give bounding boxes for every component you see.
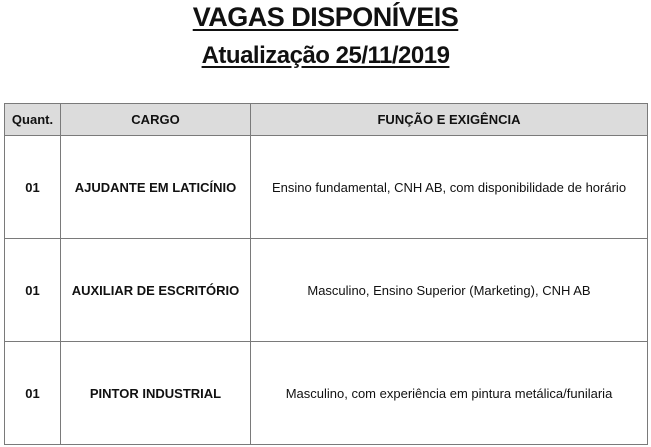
column-header-quant: Quant.	[5, 104, 61, 136]
quant-cell: 01	[5, 136, 61, 239]
funcao-cell: Masculino, Ensino Superior (Marketing), CNH AB	[251, 239, 648, 342]
table-row	[5, 239, 648, 342]
quant-cell: 01	[5, 239, 61, 342]
update-date: Atualização 25/11/2019	[201, 42, 450, 69]
table-row	[5, 136, 648, 239]
cargo-cell: AJUDANTE EM LATICÍNIO	[61, 136, 251, 239]
table-header-row	[5, 104, 648, 136]
column-header-cargo: CARGO	[61, 104, 251, 136]
table-row	[5, 342, 648, 445]
quant-cell: 01	[5, 342, 61, 445]
funcao-cell: Ensino fundamental, CNH AB, com disponibilidade de horário	[251, 136, 648, 239]
column-header-funcao: FUNÇÃO E EXIGÊNCIA	[251, 104, 648, 136]
page-title: VAGAS DISPONÍVEIS	[192, 2, 459, 32]
cargo-cell: PINTOR INDUSTRIAL	[61, 342, 251, 445]
cargo-cell: AUXILIAR DE ESCRITÓRIO	[61, 239, 251, 342]
funcao-cell: Masculino, com experiência em pintura metálica/funilaria	[251, 342, 648, 445]
vacancies-table	[4, 103, 648, 445]
